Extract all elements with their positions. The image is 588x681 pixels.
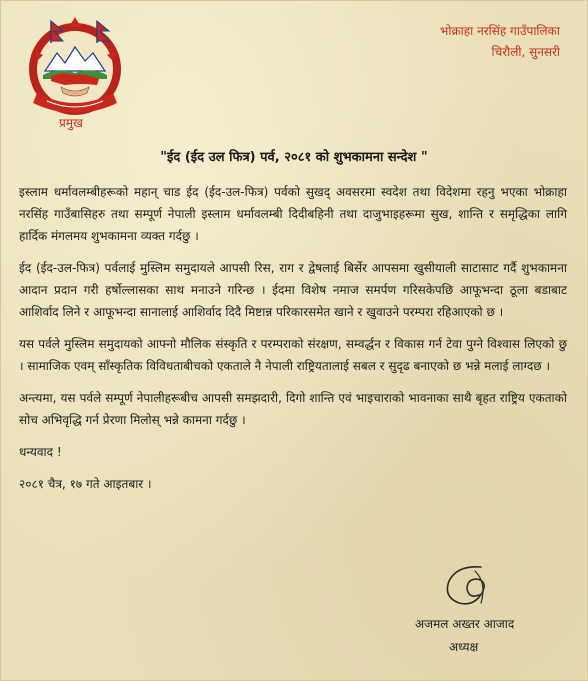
document-title: "ईद (ईद उल फित्र) पर्व, २०८१ को शुभकामना सन्देश " — [160, 150, 428, 165]
date-line: २०८१ चैत्र, १७ गते आइतबार । — [19, 477, 152, 491]
signatory-name: अजमल अख्तर आजाद — [415, 617, 515, 631]
signatory-title: अध्यक्ष — [449, 640, 479, 654]
paragraph-3: यस पर्वले मुस्लिम समुदायको आफ्नो मौलिक संस्कृति र परम्पराको संरक्षण, सम्वर्द्धन र विकास गर्न टेवा पुग्ने विश्वास लिएको छु । सामाजिक एवम् साँस्कृतिक विविधताबीचको एकताले नै नेपाली राष्ट्रियतालाई सबल र सुदृढ बनाएको छ भन्ने मलाई लाग्दछ । — [19, 337, 567, 373]
office-header — [440, 21, 560, 63]
office-name: भोक्राहा नरसिंह गाउँपालिका — [439, 24, 560, 38]
handwritten-signature-icon — [437, 559, 497, 619]
paragraph-2: ईद (ईद-उल-फित्र) पर्वलाई मुस्लिम समुदायले आपसी रिस, राग र द्वेषलाई बिर्सेर आपसमा खुसीयाली साटासाट गर्दै शुभकामना आदान प्रदान गरी हर्षोल्लासका साथ मनाउने गरिन्छ । ईदमा विशेष नमाज समर्पण गरिसकेपछि आफूभन्दा ठूला बडाबाट आशिर्वाद लिने र आफूभन्दा सानालाई आशिर्वाद दिदै मिष्टान्न परिकारसमेत खाने र खुवाउने परम्परा रहिआएको छ । — [19, 261, 567, 319]
letter-body — [19, 181, 567, 505]
closing-line: धन्यवाद ! — [19, 445, 62, 459]
paragraph-1: इस्लाम धर्मावलम्बीहरूको महान् चाड ईद (ईद-उल-फित्र) पर्वको सुखद् अवसरमा स्वदेश तथा विदेशमा रहनु भएका भोक्राहा नरसिंह गाउँबासिहरु तथा सम्पूर्ण नेपाली इस्लाम धर्मावलम्बी दिदीबहिनी तथा दाजुभाइहरूमा सुख, शान्ति र समृद्धिका लागि हार्दिक मंगलमय शुभकामना व्यक्त गर्दछु । — [19, 185, 567, 243]
office-location: चिरौली, सुनसरी — [491, 45, 560, 59]
paragraph-4: अन्त्यमा, यस पर्वले सम्पूर्ण नेपालीहरूबीच आपसी समझदारी, दिगो शान्ति एवं भाइचाराको भावनाका साथै बृहत राष्ट्रिय एकताको सोच अभिवृद्धि गर्न प्रेरणा मिलोस् भन्ने कामना गर्दछु । — [19, 391, 567, 427]
role-label: प्रमुख — [59, 116, 83, 130]
nepal-government-emblem-icon — [21, 13, 129, 119]
